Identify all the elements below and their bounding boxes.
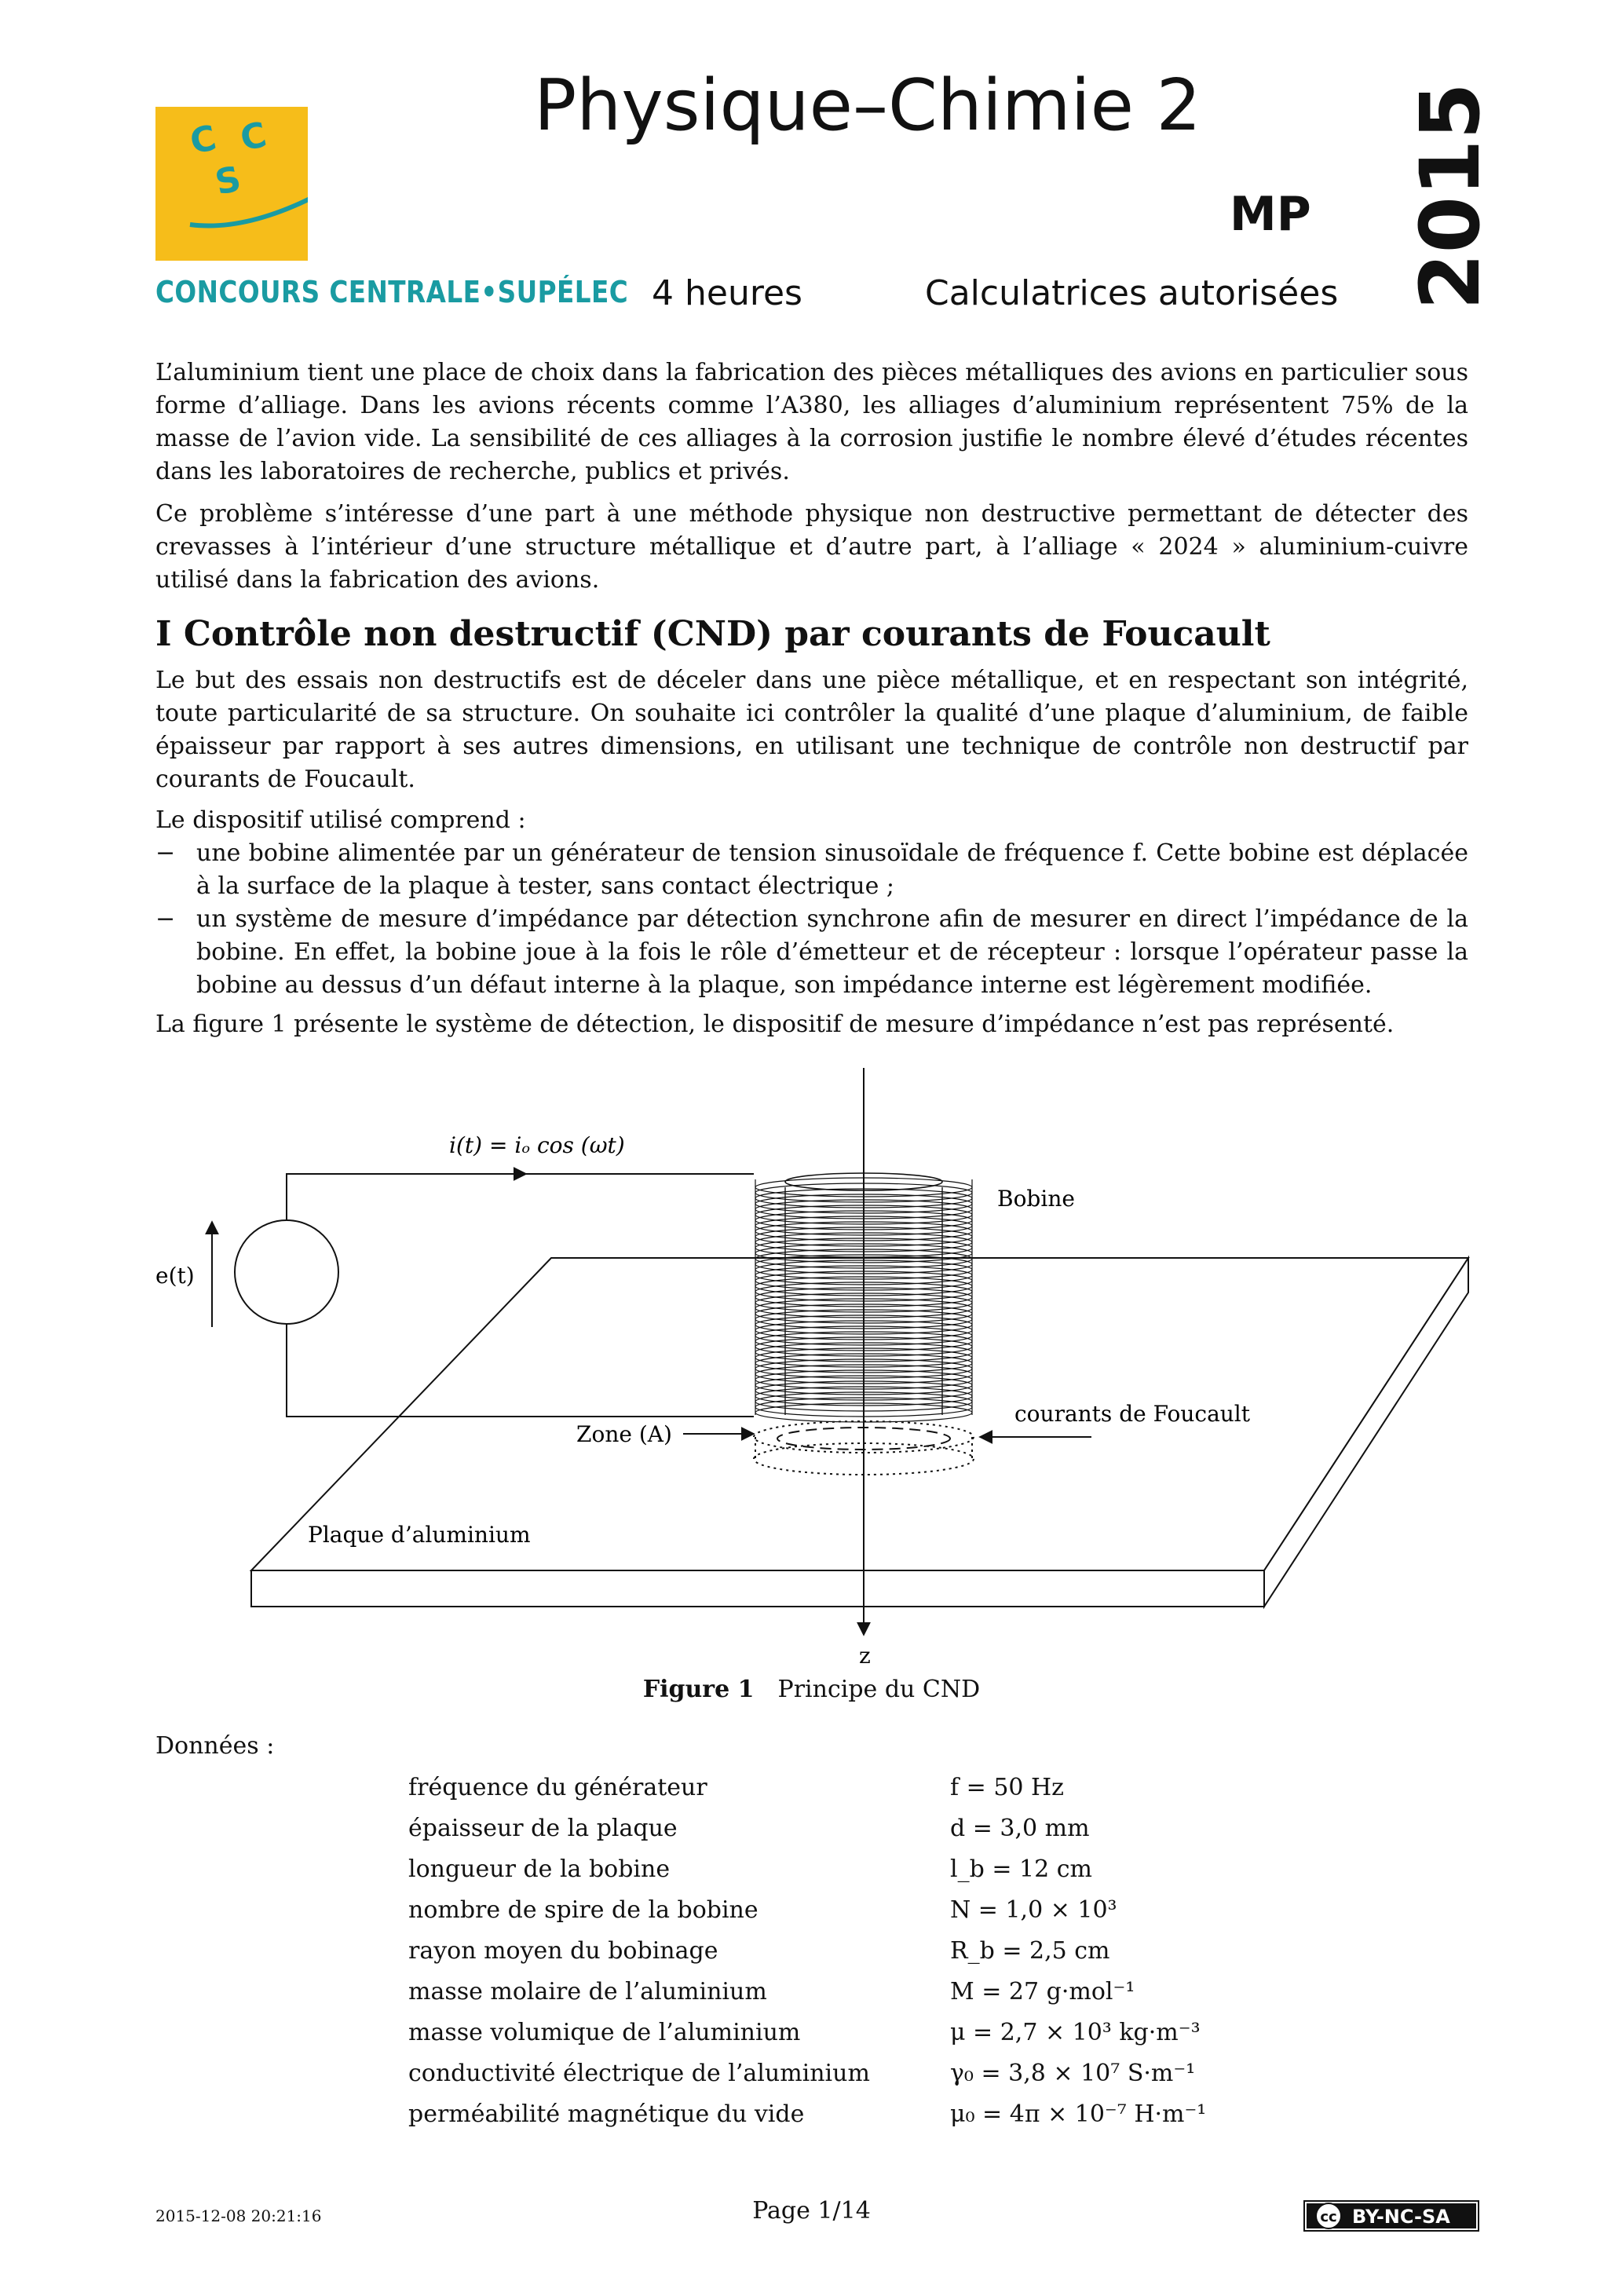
figure-title: Principe du CND [777, 1676, 981, 1703]
data-row-value: μ₀ = 4π × 10⁻⁷ H·m⁻¹ [950, 2100, 1207, 2128]
data-row-label: nombre de spire de la bobine [408, 1896, 758, 1924]
contest-name: CONCOURS CENTRALE•SUPÉLEC [155, 275, 629, 309]
data-row-label: perméabilité magnétique du vide [408, 2100, 805, 2128]
plate-label: Plaque d’aluminium [308, 1522, 531, 1548]
data-row-value: μ = 2,7 × 10³ kg·m⁻³ [950, 2018, 1201, 2046]
zone-label: Zone (A) [576, 1421, 672, 1447]
list-item-text: une bobine alimentée par un générateur de tension sinusoïdale de fréquence f. Cette bobine est déplacée à la surface de la plaque à tester, sans contact électrique ; [196, 839, 1468, 900]
logo-letter-1: C [186, 118, 220, 163]
data-row [408, 1848, 1206, 1889]
license-text: BY-NC-SA [1352, 2206, 1450, 2228]
data-row-value: d = 3,0 mm [950, 1814, 1090, 1842]
data-row [408, 1889, 1206, 1930]
voltage-source [235, 1220, 338, 1324]
source-label: e(t) [155, 1263, 195, 1289]
data-row [408, 1971, 1206, 2012]
data-row [408, 1767, 1206, 1808]
page-number: Page 1/14 [752, 2197, 871, 2225]
data-row-value: γ₀ = 3,8 × 10⁷ S·m⁻¹ [950, 2059, 1196, 2087]
data-heading: Données : [155, 1732, 275, 1760]
data-row-label: conductivité électrique de l’aluminium [408, 2059, 870, 2087]
data-row [408, 2053, 1206, 2093]
data-row-value: l_b = 12 cm [950, 1855, 1092, 1883]
data-table [408, 1767, 1206, 2134]
current-label: i(t) = iₒ cos (ωt) [449, 1132, 625, 1158]
data-row-label: masse volumique de l’aluminium [408, 2018, 801, 2046]
z-axis-label: z [859, 1643, 871, 1669]
section-title: I Contrôle non destructif (CND) par courants de Foucault [155, 614, 1270, 654]
data-row-label: masse molaire de l’aluminium [408, 1977, 767, 2005]
figure-caption [0, 1676, 1623, 1703]
track-label: MP [1230, 187, 1311, 242]
year-label [1378, 79, 1504, 314]
cnd-diagram [149, 1052, 1500, 1673]
data-row [408, 2093, 1206, 2134]
cc-license-badge [1303, 2200, 1479, 2232]
intro-paragraph-1: L’aluminium tient une place de choix dans la fabrication des pièces métalliques des avions en particulier sous forme d’alliage. Dans les avions récents comme l’A380, les alliages d’aluminium représentent 75% de la masse de l’avion vide. La sensibilité de ces alliages à la corrosion justifie le nombre élevé d’études récentes dans les laboratoires de recherche, publics et privés. [155, 359, 1468, 485]
logo-letter-3: S [211, 159, 245, 203]
bullet-dash: − [155, 905, 176, 933]
year-text: 2015 [1402, 82, 1498, 310]
data-row-label: épaisseur de la plaque [408, 1814, 678, 1842]
figure-number: Figure 1 [642, 1676, 755, 1703]
intro-paragraph-2: Ce problème s’intéresse d’une part à une méthode physique non destructive permettant de détecter des crevasses à l’intérieur d’une structure métallique et d’autre part, à l’alliage « 2024 » aluminium-cuivre utilisé dans la fabrication des avions. [155, 500, 1468, 594]
data-row-value: f = 50 Hz [950, 1773, 1064, 1801]
logo [155, 107, 308, 261]
section-paragraph-3: La figure 1 présente le système de détection, le dispositif de mesure d’impédance n’est pas représenté. [155, 1011, 1395, 1038]
exam-duration: 4 heures [652, 273, 802, 313]
list-item [155, 837, 1468, 903]
eddy-label: courants de Foucault [1014, 1401, 1251, 1427]
section-paragraph-1: Le but des essais non destructifs est de déceler dans une pièce métallique, et en respectant son intégrité, toute particularité de sa structure. On souhaite ici contrôler la qualité d’une plaque d’aluminium, de faible épaisseur par rapport à ses autres dimensions, en utilisant une technique de contrôle non destructif par courants de Foucault. [155, 667, 1468, 793]
data-row-value: R_b = 2,5 cm [950, 1936, 1110, 1965]
coil-label: Bobine [997, 1186, 1075, 1212]
list-item-text: un système de mesure d’impédance par détection synchrone afin de mesurer en direct l’impédance de la bobine. En effet, la bobine joue à la fois le rôle d’émetteur et de récepteur : lorsque l’opérateur passe la bobine au dessus d’un défaut interne à la plaque, son impédance interne est légèrement modifiée. [196, 905, 1468, 999]
data-row-value: M = 27 g·mol⁻¹ [950, 1977, 1135, 2005]
cc-icon-text: cc [1320, 2209, 1337, 2225]
data-row [408, 1808, 1206, 1848]
data-row-value: N = 1,0 × 10³ [950, 1896, 1117, 1924]
page-title: Physique–Chimie 2 [534, 64, 1201, 147]
data-row-label: longueur de la bobine [408, 1855, 671, 1883]
calculator-policy: Calculatrices autorisées [925, 273, 1339, 313]
section-paragraph-2: Le dispositif utilisé comprend : [155, 806, 526, 834]
logo-swoosh [190, 188, 308, 226]
footer-timestamp: 2015-12-08 20:21:16 [155, 2206, 322, 2225]
data-row-label: rayon moyen du bobinage [408, 1936, 718, 1965]
data-row [408, 1930, 1206, 1971]
bullet-dash: − [155, 839, 176, 867]
logo-letter-2: C [236, 115, 270, 159]
data-row-label: fréquence du générateur [408, 1773, 707, 1801]
logo-graphic [155, 107, 308, 261]
list-item [155, 903, 1468, 1002]
data-row [408, 2012, 1206, 2053]
